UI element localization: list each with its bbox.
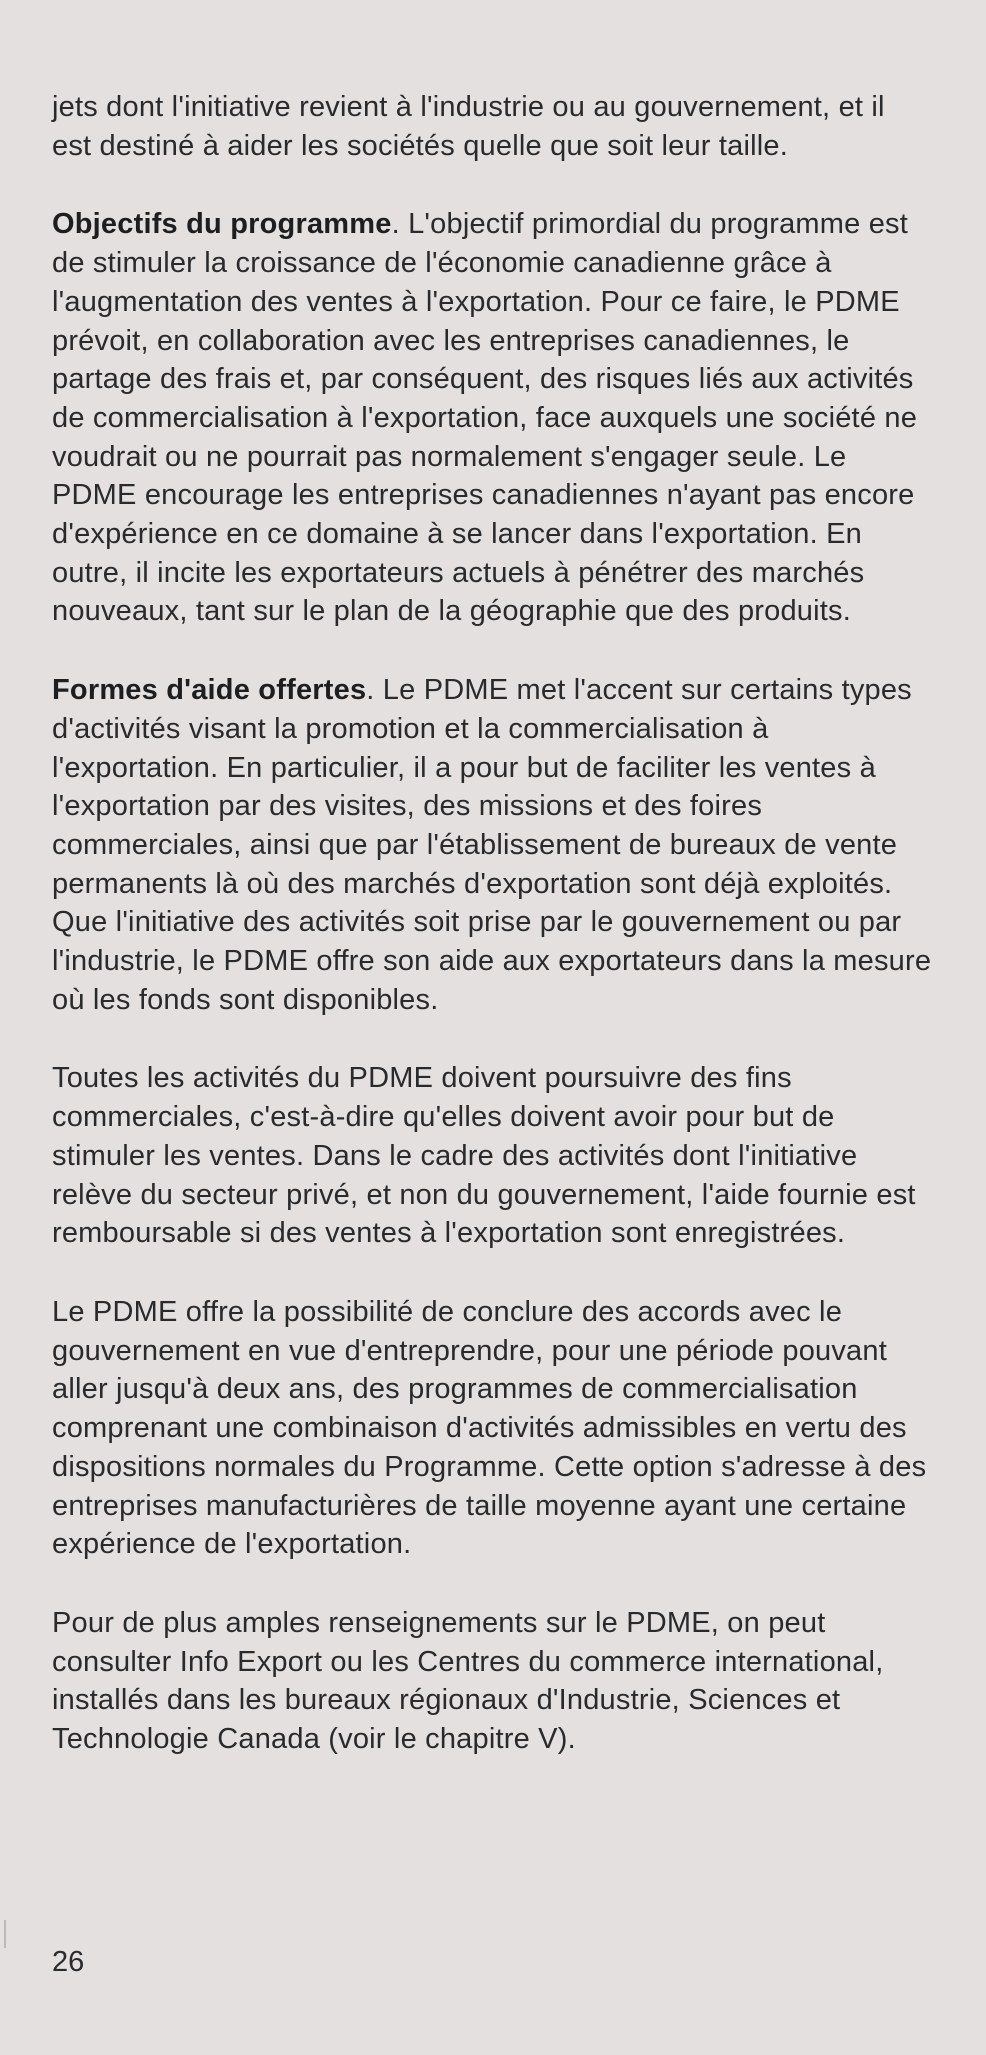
paragraph-agreements (52, 1293, 932, 1564)
section-heading-objectives: Objectifs du programme (52, 208, 392, 241)
paragraph-text: Le PDME offre la possibilité de conclure des accords avec le gouvernement en vue d'entreprendre, pour une période pouvant aller jusqu'à deux ans, des programmes de commercialisation comprenant une combinaison d'activités admissibles en vertu des dispositions normales du Programme. Cette option s'adresse à des entreprises manufacturières de taille moyenne ayant une certaine expérience de l'exportation. (52, 1295, 927, 1561)
paragraph-forms-of-assistance (52, 671, 932, 1019)
document-body (52, 88, 932, 1799)
paragraph-text: jets dont l'initiative revient à l'industrie ou au gouvernement, et il est destiné à aider les sociétés quelle que soit leur taille. (52, 91, 885, 162)
paragraph-text: Pour de plus amples renseignements sur le PDME, on peut consulter Info Export ou les Centres du commerce international, installés dans les bureaux régionaux d'Industrie, Sciences et Technologie Canada (voir le chapitre V). (52, 1606, 884, 1756)
paragraph-text: Toutes les activités du PDME doivent poursuivre des fins commerciales, c'est-à-dire qu'elles doivent avoir pour but de stimuler les ventes. Dans le cadre des activités dont l'initiative relève du secteur privé, et non du gouvernement, l'aide fournie est remboursable si des ventes à l'exportation sont enregistrées. (52, 1062, 916, 1250)
margin-mark (4, 1920, 6, 1948)
paragraph-continuation (52, 88, 932, 165)
paragraph-commercial-purpose (52, 1059, 932, 1253)
paragraph-more-information (52, 1604, 932, 1759)
paragraph-text: . Le PDME met l'accent sur certains types d'activités visant la promotion et la commercialisation à l'exportation. En particulier, il a pour but de faciliter les ventes à l'exportation par des visites, des missions et des foires commerciales, ainsi que par l'établissement de bureaux de vente permanents là où des marchés d'exportation sont déjà exploités. Que l'initiative des activités soit prise par le gouvernement ou par l'industrie, le PDME offre son aide aux exportateurs dans la mesure où les fonds sont disponibles. (52, 674, 932, 1016)
paragraph-text: . L'objectif primordial du programme est de stimuler la croissance de l'économie canadienne grâce à l'augmentation des ventes à l'exportation. Pour ce faire, le PDME prévoit, en collaboration avec les entreprises canadiennes, le partage des frais et, par conséquent, des risques liés aux activités de commercialisation à l'exportation, face auxquels une société ne voudrait ou ne pourrait pas normalement s'engager seule. Le PDME encourage les entreprises canadiennes n'ayant pas encore d'expérience en ce domaine à se lancer dans l'exportation. En outre, il incite les exportateurs actuels à pénétrer des marchés nouveaux, tant sur le plan de la géographie que des produits. (52, 208, 918, 628)
section-heading-forms-of-assistance: Formes d'aide offertes (52, 674, 367, 707)
paragraph-program-objectives (52, 205, 932, 631)
page-number: 26 (52, 1946, 85, 1978)
